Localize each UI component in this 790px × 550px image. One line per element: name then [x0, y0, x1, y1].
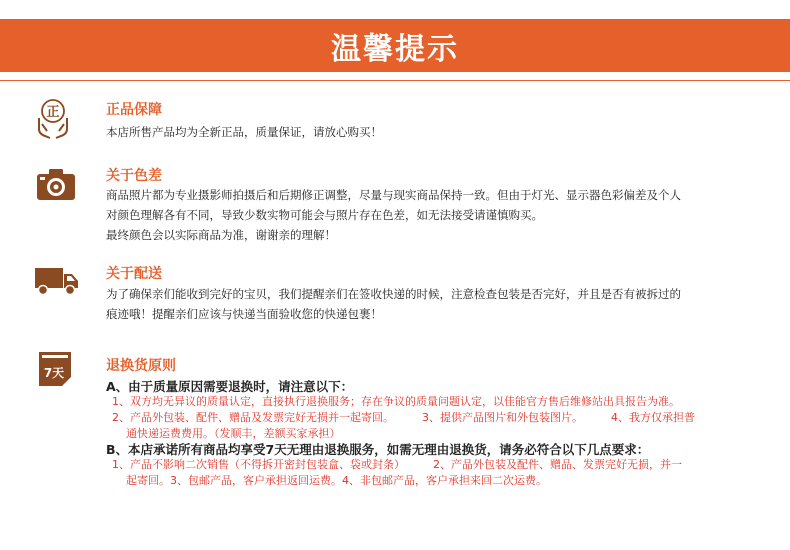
header-banner	[0, 19, 790, 76]
body-line: 本店所售产品均为全新正品，质量保证，请放心购买！	[106, 125, 382, 139]
body-line: 最终颜色会以实际商品为准，谢谢亲的理解！	[106, 228, 336, 242]
camera-icon	[36, 168, 76, 206]
section-body	[106, 284, 776, 324]
divider	[0, 80, 790, 81]
list-item	[112, 410, 772, 426]
body-line: 对颜色理解各有不同，导致少数实物可能会与照片存在色差，如无法接受请谨慎购买。	[106, 208, 543, 222]
svg-text:正: 正	[46, 105, 60, 120]
section-color-difference	[0, 158, 790, 248]
list-item: 1、双方均无异议的质量认定，直接执行退换服务；存在争议的质量问题认定，以佳能官方售后维修站出具报告为准。	[112, 395, 680, 408]
page-title: 温馨提示	[331, 31, 459, 67]
list-item-part: 1、产品不影响二次销售（不得拆开密封包装盒、袋或封条）	[112, 458, 405, 471]
section-title: 正品保障	[106, 102, 162, 118]
section-body	[106, 122, 776, 142]
list-item: 通快递运费费用。（发顺丰，差额买家承担）	[126, 427, 341, 440]
section-body	[106, 185, 776, 245]
return-clause-a-heading: A、由于质量原因需要退换时，请注意以下：	[106, 379, 354, 394]
truck-icon	[34, 266, 80, 300]
calendar-7-days-icon	[38, 351, 72, 391]
return-clause-a-list	[112, 394, 772, 442]
list-item-part: 3、提供产品图片和外包装图片。	[422, 411, 583, 424]
body-line: 为了确保亲们能收到完好的宝贝，我们提醒亲们在签收快递的时候，注意检查包装是否完好，并且是否有被拆过的	[106, 287, 681, 301]
list-item-part: 4、我方仅承担普	[611, 411, 695, 424]
section-genuine	[0, 90, 790, 150]
section-return-policy	[0, 345, 790, 495]
body-line: 商品照片都为专业摄影师拍摄后和后期修正调整，尽量与现实商品保持一致。但由于灯光、显示器色彩偏差及个人	[106, 188, 681, 202]
list-item-part: 2、产品外包装及配件、赠品、发票完好无损，并一	[433, 458, 682, 471]
list-item	[112, 457, 772, 473]
list-item-part: 2、产品外包装、配件、赠品及发票完好无损并一起寄回。	[112, 411, 394, 424]
hands-genuine-icon	[36, 98, 70, 144]
svg-text:7天: 7天	[43, 366, 65, 380]
list-item: 起寄回。3、包邮产品，客户承担返回运费。4、非包邮产品，客户承担来回二次运费。	[126, 474, 547, 487]
section-title: 关于色差	[106, 168, 162, 184]
section-delivery	[0, 258, 790, 328]
return-clause-b-list	[112, 457, 772, 489]
section-title: 关于配送	[106, 266, 162, 282]
section-title: 退换货原则	[106, 358, 176, 374]
return-clause-b-heading: B、本店承诺所有商品均享受7天无理由退换服务，如需无理由退换货，请务必符合以下几点要求：	[106, 442, 650, 457]
body-line: 痕迹哦！提醒亲们应该与快递当面验收您的快递包裹！	[106, 307, 382, 321]
